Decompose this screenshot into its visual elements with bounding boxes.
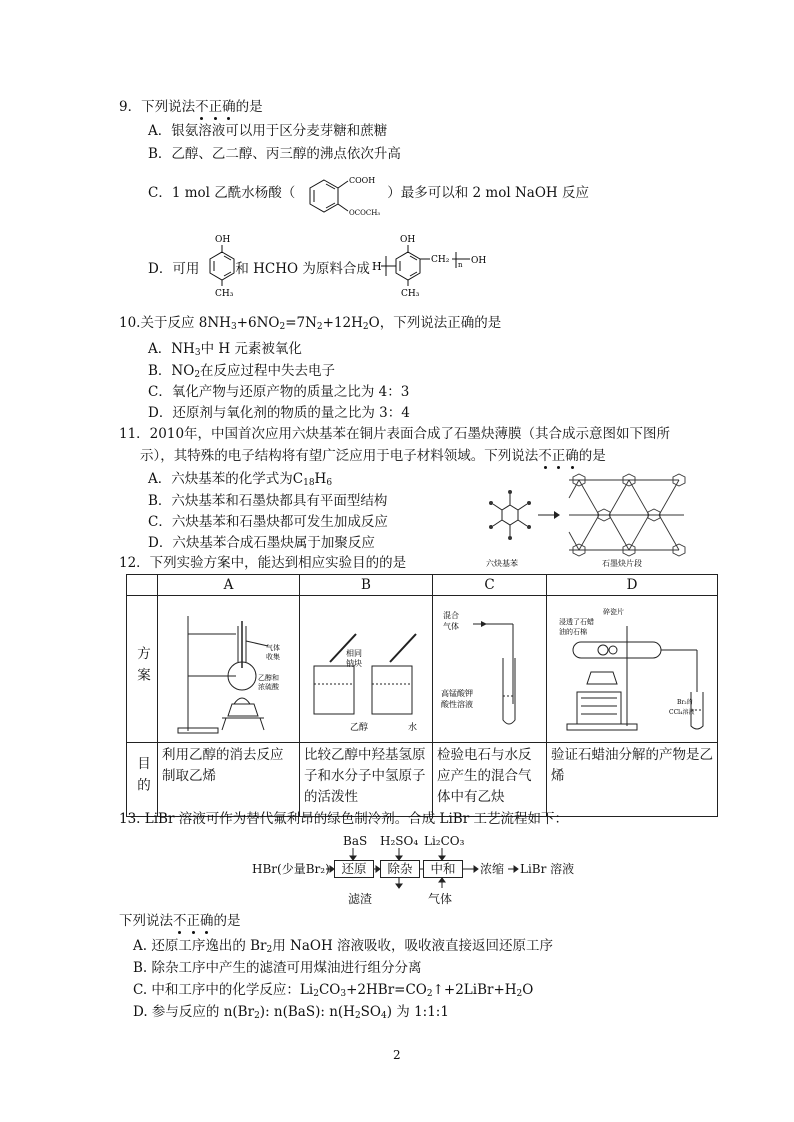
q11-option-c: C．六炔基苯和石墨炔都可发生加成反应 bbox=[148, 514, 388, 530]
q9-option-d: D．可用 和 HCHO 为原料合成 bbox=[148, 261, 370, 277]
output-residue: 滤渣 bbox=[348, 892, 373, 906]
flow-arrows bbox=[250, 832, 580, 910]
svg-text:气体: 气体 bbox=[266, 644, 280, 652]
q11-stem-line1: 11．2010年，中国首次应用六炔基苯在铜片表面合成了石墨炔薄膜（其合成示意图如下图所 bbox=[119, 426, 671, 442]
q12-purpose-a: 利用乙醇的消去反应制取乙烯 bbox=[162, 747, 284, 784]
q13-option-c: C. 中和工序中的化学反应：$Li_2CO_3+2HBr=CO_2↑+2LiBr+H_2O$ bbox=[133, 982, 534, 999]
svg-text:OH: OH bbox=[471, 256, 487, 266]
q11-option-a: A．六炔基苯的化学式为$C_{18}H_6$ bbox=[148, 471, 333, 488]
q12-header-a: A bbox=[158, 575, 300, 596]
svg-text:收集: 收集 bbox=[266, 653, 280, 661]
q9-option-b: B．乙醇、乙二醇、丙三醇的沸点依次升高 bbox=[148, 146, 401, 162]
svg-text:相同: 相同 bbox=[346, 649, 362, 658]
q13-option-b: B. 除杂工序中产生的滤渣可用煤油进行组分分离 bbox=[133, 960, 422, 976]
q12-purpose-b: 比较乙醇中羟基氢原子和水分子中氢原子的活泼性 bbox=[304, 747, 426, 805]
q10-option-a: A．$NH_3$中 H 元素被氧化 bbox=[148, 341, 302, 358]
q13-option-a: A. 还原工序逸出的 $Br_2$用 NaOH 溶液吸收，吸收液直接返回还原工序 bbox=[133, 938, 554, 955]
svg-text:气体: 气体 bbox=[443, 622, 459, 631]
q12-header-c: C bbox=[433, 575, 547, 596]
q12-row-label-purpose: 目的 bbox=[134, 756, 150, 799]
svg-text:酸性溶液: 酸性溶液 bbox=[441, 700, 473, 709]
svg-text:水: 水 bbox=[408, 723, 418, 733]
q11-option-d: D．六炔基苯合成石墨炔属于加聚反应 bbox=[148, 535, 375, 551]
acetylsalicylic-acid-structure bbox=[296, 168, 388, 220]
q9-option-c: C．1 mol 乙酰水杨酸（ ）最多可以和 2 mol NaOH 反应 bbox=[148, 185, 589, 201]
output-gas: 气体 bbox=[428, 892, 453, 906]
q12-scheme-row bbox=[127, 596, 718, 743]
svg-text:高锰酸钾: 高锰酸钾 bbox=[441, 689, 473, 698]
q13-option-d: D. 参与反应的 $n(Br_2)$: n(BaS): $n(H_2SO_4)$ 为 1:1:1 bbox=[133, 1004, 449, 1021]
svg-text:H: H bbox=[372, 260, 382, 273]
q10-option-b: B．$NO_2$在反应过程中失去电子 bbox=[148, 363, 336, 380]
q10-option-d: D．还原剂与氧化剂的物质的量之比为 3：4 bbox=[148, 405, 410, 421]
q12-apparatus-c bbox=[433, 596, 547, 743]
phenolic-resin-structure bbox=[372, 230, 492, 298]
svg-text:乙醇和: 乙醇和 bbox=[258, 674, 279, 682]
svg-text:n: n bbox=[458, 261, 463, 269]
q11-option-b: B．六炔基苯和石墨炔都具有平面型结构 bbox=[148, 493, 388, 509]
svg-text:OH: OH bbox=[215, 235, 231, 245]
flow-concentrate: 浓缩 bbox=[480, 862, 505, 876]
q9-option-a: A．银氨溶液可以用于区分麦芽糖和蔗糖 bbox=[148, 123, 388, 139]
q12-stem: 12．下列实验方案中，能达到相应实验目的的是 bbox=[119, 555, 407, 571]
graphdiyne-synthesis-diagram bbox=[474, 470, 696, 572]
p-cresol-structure bbox=[200, 230, 240, 298]
q12-header-row bbox=[127, 575, 718, 596]
q12-apparatus-d bbox=[547, 596, 718, 743]
q12-purpose-c: 检验电石与水反应产生的混合气体中有乙炔 bbox=[437, 747, 532, 805]
svg-text:Br₂的: Br₂的 bbox=[677, 699, 693, 706]
svg-text:浸透了石蜡: 浸透了石蜡 bbox=[559, 618, 594, 626]
svg-text:乙醇: 乙醇 bbox=[350, 723, 369, 733]
flow-box-reduction: 还原 bbox=[334, 860, 374, 878]
svg-text:CCl₄溶液: CCl₄溶液 bbox=[669, 709, 695, 716]
q13-process-flow bbox=[250, 832, 580, 910]
page-number: 2 bbox=[393, 1048, 401, 1062]
svg-text:钠块: 钠块 bbox=[346, 659, 362, 668]
svg-text:六炔基苯: 六炔基苯 bbox=[486, 559, 518, 568]
q10-option-c: C．氧化产物与还原产物的质量之比为 4：3 bbox=[148, 384, 410, 400]
flow-box-neutralization: 中和 bbox=[423, 860, 463, 878]
svg-text:CH₃: CH₃ bbox=[401, 289, 420, 298]
q13-question: 下列说法不正确的是 bbox=[119, 913, 241, 929]
reagent-li2co3: Li₂CO₃ bbox=[424, 834, 465, 848]
svg-text:油的石棉: 油的石棉 bbox=[559, 628, 587, 636]
svg-text:混合: 混合 bbox=[443, 611, 459, 620]
flow-product: LiBr 溶液 bbox=[520, 862, 575, 876]
svg-text:OCOCH₃: OCOCH₃ bbox=[349, 209, 381, 217]
svg-text:OH: OH bbox=[400, 235, 416, 245]
flow-box-purification: 除杂 bbox=[380, 860, 420, 878]
svg-text:浓硫酸: 浓硫酸 bbox=[258, 683, 279, 691]
q12-purpose-row bbox=[127, 743, 718, 817]
q12-apparatus-a bbox=[158, 596, 300, 743]
q12-header-b: B bbox=[300, 575, 433, 596]
q12-apparatus-b bbox=[300, 596, 433, 743]
q12-row-label-scheme: 方案 bbox=[134, 645, 150, 689]
q11-stem-line2: 示），其特殊的电子结构将有望广泛应用于电子材料领域。下列说法不正确的是 bbox=[140, 448, 606, 464]
q9-stem: 9．下列说法不正确的是 bbox=[119, 99, 263, 115]
q12-header-d: D bbox=[547, 575, 718, 596]
svg-text:CH₂: CH₂ bbox=[431, 255, 450, 265]
svg-text:COOH: COOH bbox=[349, 176, 376, 185]
q13-stem: 13. LiBr 溶液可作为替代氟利昂的绿色制冷剂。合成 LiBr 工艺流程如下： bbox=[119, 811, 568, 827]
svg-text:石墨炔片段: 石墨炔片段 bbox=[602, 559, 642, 568]
reagent-bas: BaS bbox=[343, 834, 368, 848]
svg-text:碎瓷片: 碎瓷片 bbox=[603, 608, 624, 616]
q12-table bbox=[126, 574, 718, 817]
flow-feed: HBr(少量Br₂) bbox=[252, 862, 330, 876]
svg-text:CH₃: CH₃ bbox=[215, 289, 234, 298]
q12-purpose-d: 验证石蜡油分解的产物是乙烯 bbox=[551, 747, 713, 784]
reagent-h2so4: H₂SO₄ bbox=[380, 834, 419, 848]
q10-stem: 10.关于反应 $8NH_3+6NO_2=7N_2+12H_2O$，下列说法正确的是 bbox=[119, 315, 502, 332]
